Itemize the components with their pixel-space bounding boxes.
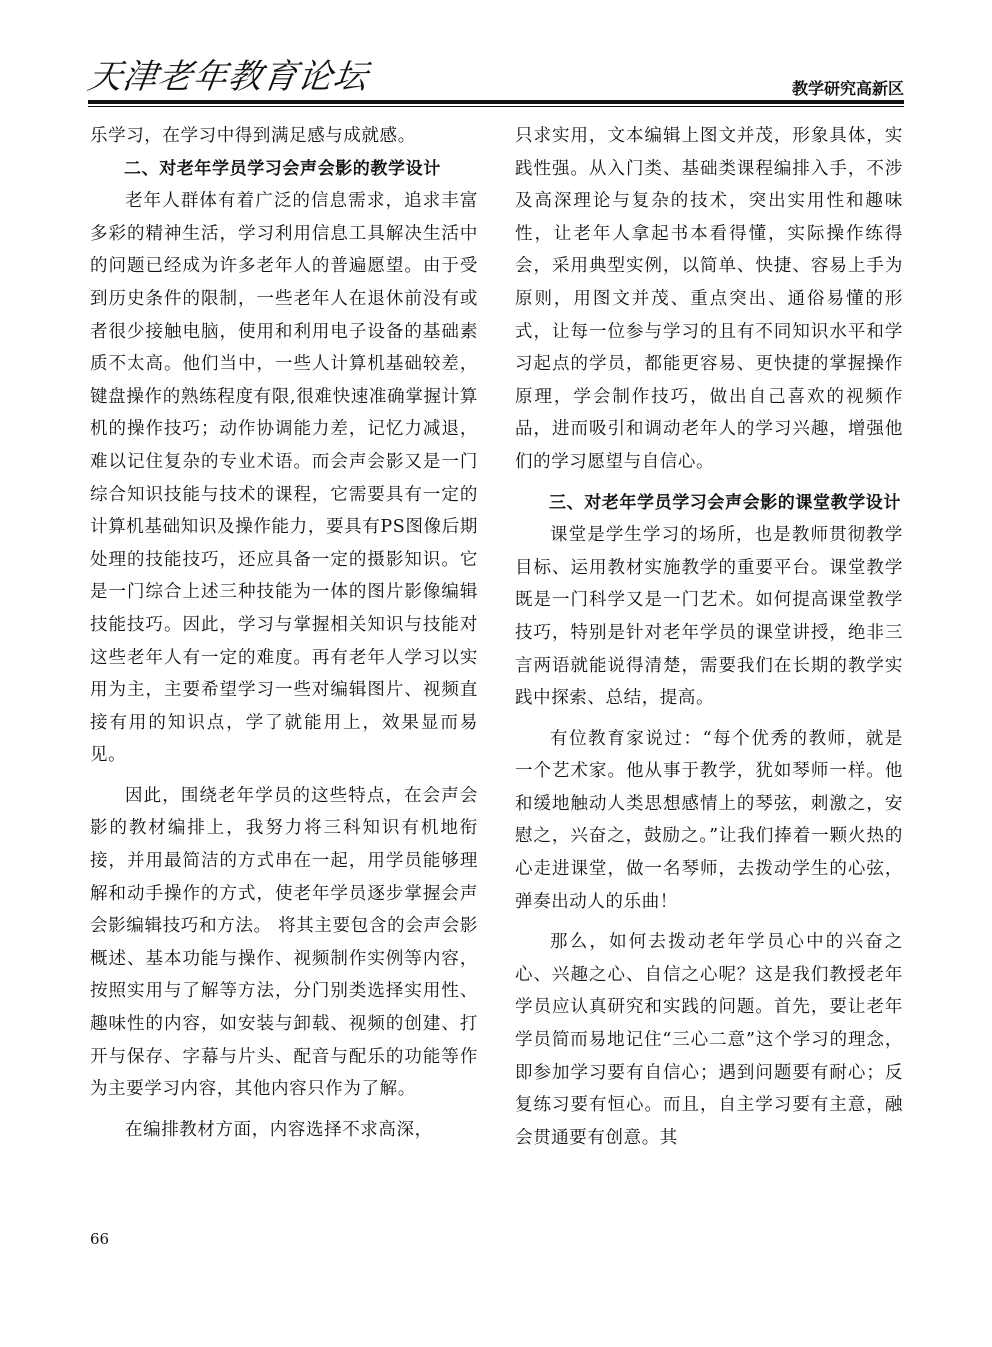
paragraph: 因此，围绕老年学员的这些特点，在会声会影的教材编排上，我努力将三科知识有机地衔接，并用最简洁的方式串在一起，用学员能够理解和动手操作的方式，使老年学员逐步掌握会声会影编辑技巧和方法。 将其主要包含的会声会影概述、基本功能与操作、视频制作实例等内容，按照实用与了解等方法，分门别类选择实用性、趣味性的内容，如安装与卸载、视频的创建、打开与保存、字幕与片头、配音与配乐的功能等作为主要学习内容，其他内容只作为了解。 bbox=[90, 785, 478, 1100]
section-heading: 二、对老年学员学习会声会影的教学设计 bbox=[124, 158, 441, 179]
paragraph: 有位教育家说过：“每个优秀的教师，就是一个艺术家。他从事于教学，犹如琴师一样。他和缓地触动人类思想感情上的琴弦，刺激之，安慰之，兴奋之，鼓励之。”让我们捧着一颗火热的心走进课堂，做一名琴师，去拨动学生的心弦，弹奏出动人的乐曲！ bbox=[515, 728, 903, 912]
paragraph: 在编排教材方面，内容选择不求高深， bbox=[125, 1119, 433, 1140]
paragraph: 只求实用，文本编辑上图文并茂，形象具体，实践性强。从入门类、基础类课程编排入手，不涉及高深理论与复杂的技术，突出实用性和趣味性，让老年人拿起书本看得懂，实际操作练得会，采用典型实例，以简单、快捷、容易上手为原则，用图文并茂、重点突出、通俗易懂的形式，让每一位参与学习的且有不同知识水平和学习起点的学员，都能更容易、更快捷的掌握操作原理，学会制作技巧，做出自己喜欢的视频作品，进而吸引和调动老年人的学习兴趣，增强他们的学习愿望与自信心。 bbox=[515, 126, 903, 472]
section-label: 教学研究高新区 bbox=[791, 79, 904, 98]
journal-logo: 天津老年教育论坛 bbox=[85, 57, 371, 97]
section-heading: 三、对老年学员学习会声会影的课堂教学设计 bbox=[549, 492, 901, 513]
header-rule-thick bbox=[88, 100, 904, 104]
header-rule-thin bbox=[88, 106, 904, 107]
paragraph: 乐学习，在学习中得到满足感与成就感。 bbox=[90, 126, 416, 146]
paragraph: 老年人群体有着广泛的信息需求，追求丰富多彩的精神生活，学习利用信息工具解决生活中的问题已经成为许多老年人的普遍愿望。由于受到历史条件的限制，一些老年人在退休前没有或者很少接触电脑，使用和利用电子设备的基础素质不太高。他们当中，一些人计算机基础较差，键盘操作的熟练程度有限,很难快速准确掌握计算机的操作技巧；动作协调能力差，记忆力减退，难以记住复杂的专业术语。而会声会影又是一门综合知识技能与技术的课程，它需要具有一定的计算机基础知识及操作能力，要具有PS图像后期处理的技能技巧，还应具备一定的摄影知识。它是一门综合上述三种技能为一体的图片影像编辑技能技巧。因此，学习与掌握相关知识与技能对这些老年人有一定的难度。再有老年人学习以实用为主，主要希望学习一些对编辑图片、视频直接有用的知识点，学了就能用上，效果显而易见。 bbox=[90, 191, 478, 766]
left-column bbox=[90, 120, 478, 1146]
paragraph: 那么，如何去拨动老年学员心中的兴奋之心、兴趣之心、自信之心呢？这是我们教授老年学员应认真研究和实践的问题。首先，要让老年学员简而易地记住“三心二意”这个学习的理念，即参加学习要有自信心；遇到问题要有耐心；反复练习要有恒心。而且，自主学习要有主意，融会贯通要有创意。其 bbox=[515, 932, 903, 1148]
paragraph: 课堂是学生学习的场所，也是教师贯彻教学目标、运用教材实施教学的重要平台。课堂教学既是一门科学又是一门艺术。如何提高课堂教学技巧，特别是针对老年学员的课堂讲授，绝非三言两语就能说得清楚，需要我们在长期的教学实践中探索、总结，提高。 bbox=[515, 525, 903, 709]
right-column bbox=[515, 120, 903, 1154]
page-number: 66 bbox=[90, 1230, 110, 1248]
